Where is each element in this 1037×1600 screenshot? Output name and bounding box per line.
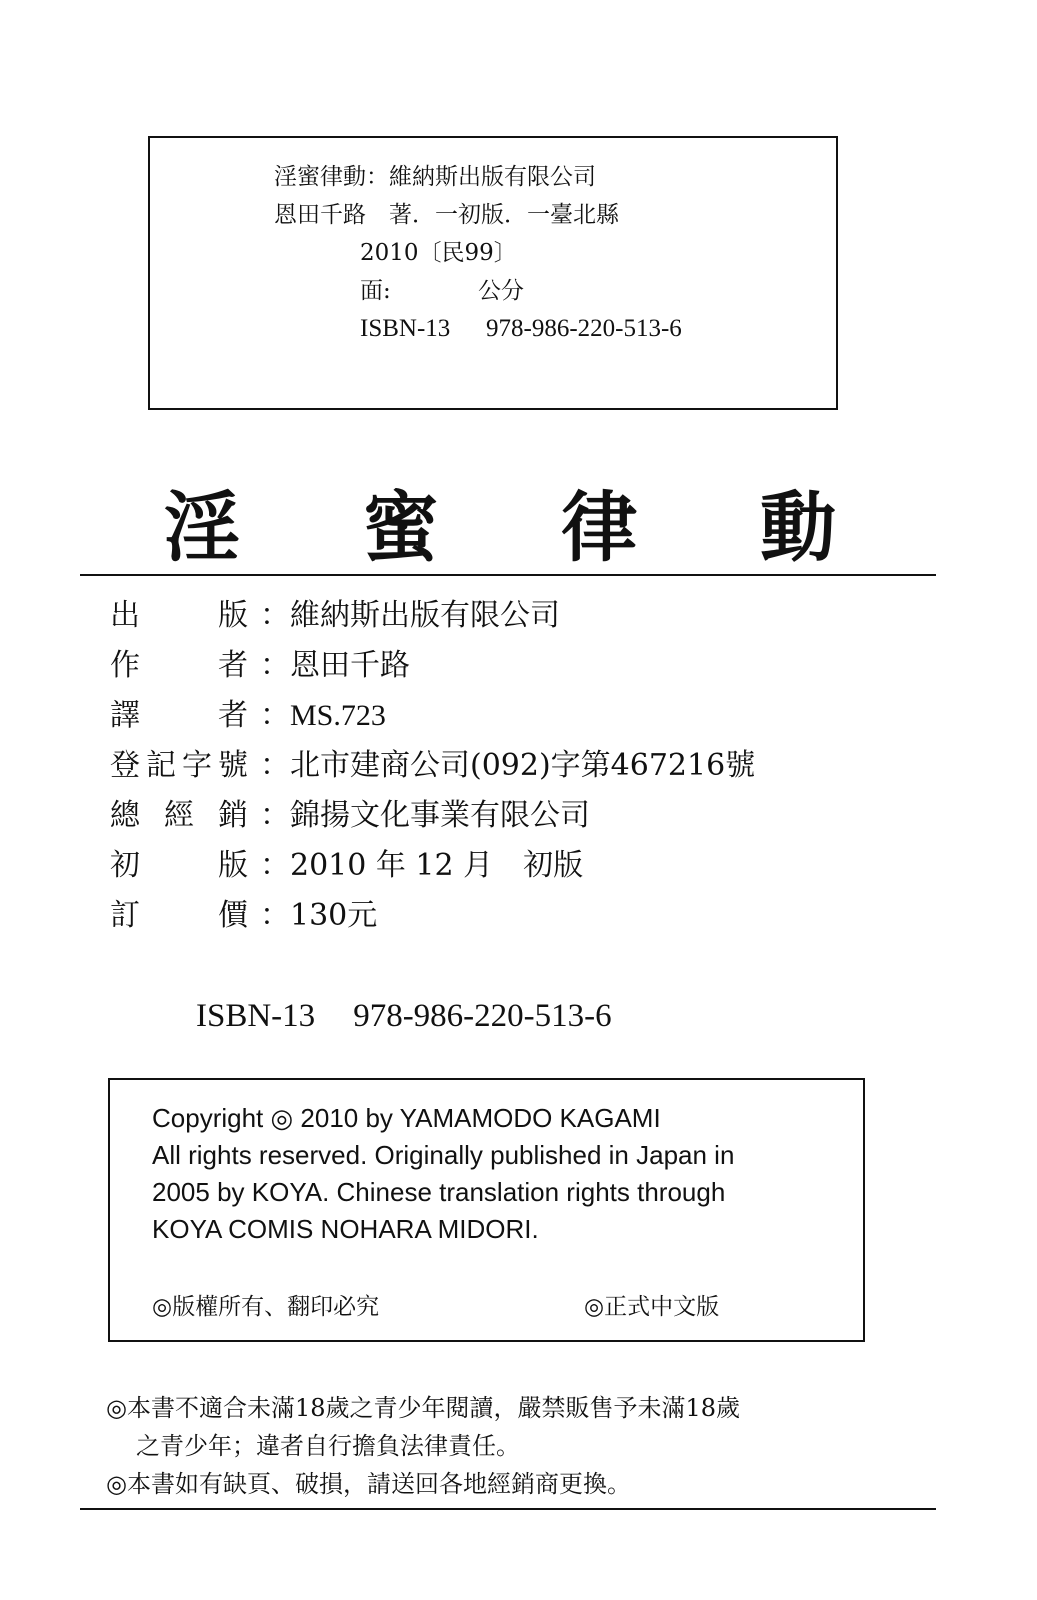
label-char: 者 (218, 648, 250, 683)
colon: ： (260, 898, 290, 933)
title-char-4: 動 (759, 483, 836, 572)
title-char-2: 蜜 (362, 483, 439, 572)
label-char: 版 (218, 848, 250, 883)
info-row-author (110, 646, 410, 686)
colon: ： (260, 798, 290, 833)
label-char: 號 (218, 748, 250, 783)
info-label (110, 596, 260, 636)
copyright-line-4: KOYA COMIS NOHARA MIDORI. (152, 1214, 539, 1244)
info-value: 錦揚文化事業有限公司 (290, 798, 590, 833)
label-char: 字 (182, 748, 214, 783)
label-char: 出 (110, 598, 142, 633)
cip-box (148, 136, 838, 410)
label-char: 經 (164, 798, 196, 833)
info-row-registration (110, 746, 755, 786)
title-char-3: 律 (561, 483, 638, 572)
all-rights-note: ◎版權所有、翻印必究 (152, 1294, 380, 1320)
title-divider (80, 574, 936, 576)
label-char: 譯 (110, 698, 142, 733)
label-char: 初 (110, 848, 142, 883)
label-char: 記 (146, 748, 178, 783)
warning-line-2: 之青少年；違者自行擔負法律責任。 (136, 1432, 520, 1460)
label-char: 銷 (218, 798, 250, 833)
info-row-publisher (110, 596, 560, 636)
warning-line-1: ◎本書不適合未滿18歲之青少年閱讀，嚴禁販售予未滿18歲 (106, 1394, 741, 1422)
copyright-line-2: All rights reserved. Originally published in Japan in (152, 1140, 735, 1170)
copyright-box (108, 1078, 865, 1342)
cip-isbn-label: ISBN-13 (360, 315, 451, 342)
warning-line-3: ◎本書如有缺頁、破損，請送回各地經銷商更換。 (106, 1470, 631, 1498)
isbn-value: 978-986-220-513-6 (353, 998, 612, 1034)
info-row-translator (110, 696, 386, 736)
label-char: 總 (110, 798, 142, 833)
cip-line-3: 2010〔民99〕 (360, 240, 517, 266)
label-char: 價 (218, 898, 250, 933)
cip-line-4-unit: 公分 (478, 278, 524, 304)
label-char: 登 (110, 748, 142, 783)
info-value: 2010 年 12 月 初版 (290, 848, 584, 883)
label-char: 版 (218, 598, 250, 633)
label-char: 作 (110, 648, 142, 683)
info-value: 維納斯出版有限公司 (290, 598, 560, 633)
info-value: 北市建商公司(092)字第467216號 (290, 748, 756, 783)
isbn-label: ISBN-13 (196, 998, 316, 1034)
colon: ： (260, 748, 290, 783)
info-label (110, 646, 260, 686)
info-row-distributor (110, 796, 590, 836)
official-edition-note: ◎正式中文版 (584, 1294, 720, 1320)
title-char-1: 淫 (164, 483, 240, 572)
isbn (196, 994, 612, 1038)
info-value: MS.723 (290, 699, 386, 732)
colon: ： (260, 698, 290, 733)
colon: ： (260, 598, 290, 633)
info-label (110, 796, 260, 836)
info-label (110, 846, 260, 886)
copyright-line-1: Copyright ◎ 2010 by YAMAMODO KAGAMI (152, 1103, 661, 1133)
page-title (160, 480, 840, 576)
bottom-divider (80, 1508, 936, 1510)
cip-line-2: 恩田千路 著．一初版．一臺北縣 (274, 202, 619, 228)
info-label (110, 746, 260, 786)
cip-line-1: 淫蜜律動：維納斯出版有限公司 (274, 164, 596, 190)
cip-line-4-label: 面: (360, 278, 391, 304)
info-label (110, 696, 260, 736)
colon: ： (260, 848, 290, 883)
copyright-text (152, 1100, 842, 1248)
label-char: 者 (218, 698, 250, 733)
info-row-price (110, 896, 377, 936)
copyright-line-3: 2005 by KOYA. Chinese translation rights through (152, 1177, 726, 1207)
info-value: 130元 (290, 898, 378, 933)
info-label (110, 896, 260, 936)
colon: ： (260, 648, 290, 683)
label-char: 訂 (110, 898, 142, 933)
info-row-first-edition (110, 846, 583, 886)
cip-isbn-value: 978-986-220-513-6 (486, 315, 682, 342)
info-value: 恩田千路 (290, 648, 410, 683)
